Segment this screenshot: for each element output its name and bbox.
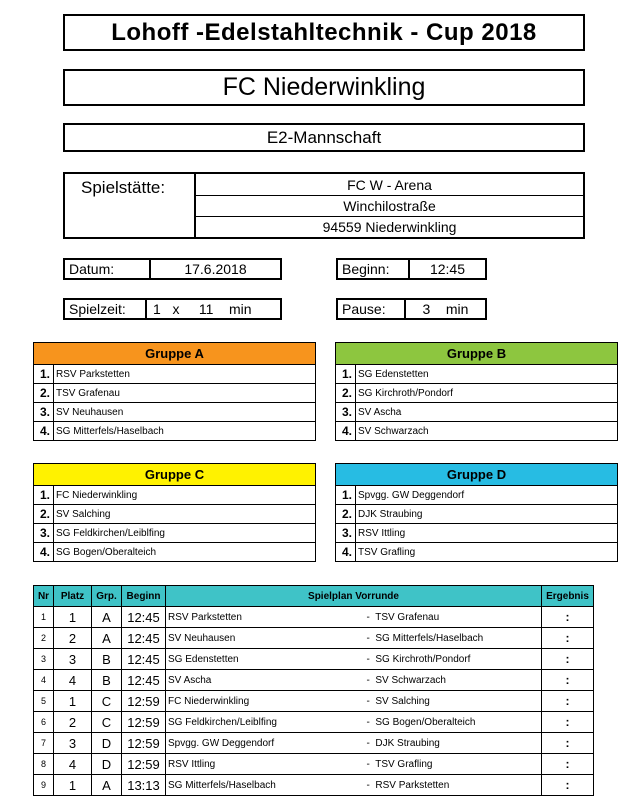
away-team: - DJK Straubing (353, 733, 542, 754)
schedule-row (34, 775, 594, 796)
group-c-header: Gruppe C (34, 464, 316, 486)
kickoff-time: 12:45 (122, 670, 166, 691)
schedule-table (33, 585, 594, 796)
schedule-row (34, 712, 594, 733)
kickoff-time: 12:59 (122, 733, 166, 754)
duration-label: Spielzeit: (65, 300, 147, 318)
rank-number: 4. (34, 422, 54, 441)
team-name: FC Niederwinkling (54, 486, 316, 505)
group-row (34, 524, 316, 543)
group-letter: D (92, 754, 122, 775)
club-name: FC Niederwinkling (63, 69, 585, 106)
result-cell[interactable]: : (542, 754, 594, 775)
col-grp: Grp. (92, 586, 122, 607)
schedule-row (34, 691, 594, 712)
home-team: FC Niederwinkling (166, 691, 353, 712)
result-cell[interactable]: : (542, 670, 594, 691)
group-letter: A (92, 607, 122, 628)
rank-number: 3. (34, 403, 54, 422)
duration-box (63, 298, 282, 320)
away-team: - SV Salching (353, 691, 542, 712)
schedule-row (34, 649, 594, 670)
schedule-header-row (34, 586, 594, 607)
pitch-number: 1 (54, 607, 92, 628)
pitch-number: 4 (54, 754, 92, 775)
rank-number: 2. (34, 384, 54, 403)
result-cell[interactable]: : (542, 607, 594, 628)
kickoff-time: 13:13 (122, 775, 166, 796)
schedule-row (34, 733, 594, 754)
kickoff-time: 12:59 (122, 712, 166, 733)
team-name: SG Mitterfels/Haselbach (54, 422, 316, 441)
schedule-row (34, 754, 594, 775)
group-row (336, 486, 618, 505)
away-team: - SG Bogen/Oberalteich (353, 712, 542, 733)
team-name: TSV Grafenau (54, 384, 316, 403)
rank-number: 2. (336, 505, 356, 524)
team-name: SG Edenstetten (356, 365, 618, 384)
col-ergebnis: Ergebnis (542, 586, 594, 607)
kickoff-time: 12:59 (122, 754, 166, 775)
pitch-number: 2 (54, 712, 92, 733)
venue-name: FC W - Arena (196, 174, 583, 196)
team-name: SG Bogen/Oberalteich (54, 543, 316, 562)
home-team: RSV Parkstetten (166, 607, 353, 628)
group-row (336, 422, 618, 441)
start-value: 12:45 (429, 261, 466, 277)
team-name: SG Feldkirchen/Leiblfing (54, 524, 316, 543)
group-row (34, 403, 316, 422)
group-d-header: Gruppe D (336, 464, 618, 486)
col-platz: Platz (54, 586, 92, 607)
group-row (34, 422, 316, 441)
group-letter: B (92, 649, 122, 670)
rank-number: 3. (336, 403, 356, 422)
venue-city: 94559 Niederwinkling (322, 218, 457, 235)
rank-number: 4. (336, 543, 356, 562)
home-team: Spvgg. GW Deggendorf (166, 733, 353, 754)
match-number: 9 (34, 775, 54, 796)
kickoff-time: 12:59 (122, 691, 166, 712)
date-value: 17.6.2018 (184, 261, 247, 277)
home-team: SG Edenstetten (166, 649, 353, 670)
start-label: Beginn: (338, 260, 410, 278)
pitch-number: 2 (54, 628, 92, 649)
home-team: SV Ascha (166, 670, 353, 691)
group-row (336, 365, 618, 384)
match-number: 8 (34, 754, 54, 775)
result-cell[interactable]: : (542, 775, 594, 796)
rank-number: 2. (34, 505, 54, 524)
team-name: RSV Ittling (356, 524, 618, 543)
group-letter: C (92, 691, 122, 712)
match-number: 2 (34, 628, 54, 649)
kickoff-time: 12:45 (122, 628, 166, 649)
rank-number: 2. (336, 384, 356, 403)
match-number: 3 (34, 649, 54, 670)
schedule-row (34, 628, 594, 649)
venue-street: Winchilostraße (196, 195, 583, 217)
venue-label: Spielstätte: (63, 172, 195, 239)
group-row (34, 365, 316, 384)
rank-number: 4. (34, 543, 54, 562)
pitch-number: 4 (54, 670, 92, 691)
team-name: SV Salching (54, 505, 316, 524)
group-letter: D (92, 733, 122, 754)
team-name: E2-Mannschaft (63, 123, 585, 152)
home-team: SG Mitterfels/Haselbach (166, 775, 353, 796)
rank-number: 1. (336, 365, 356, 384)
col-plan: Spielplan Vorrunde (166, 586, 542, 607)
home-team: SG Feldkirchen/Leiblfing (166, 712, 353, 733)
col-nr: Nr (34, 586, 54, 607)
rank-number: 1. (34, 486, 54, 505)
pause-box (336, 298, 487, 320)
result-cell[interactable]: : (542, 691, 594, 712)
result-cell[interactable]: : (542, 712, 594, 733)
home-team: SV Neuhausen (166, 628, 353, 649)
group-b-table (335, 342, 618, 441)
team-name: RSV Parkstetten (54, 365, 316, 384)
team-name: SG Kirchroth/Pondorf (356, 384, 618, 403)
pitch-number: 1 (54, 775, 92, 796)
group-row (336, 543, 618, 562)
pause-value: 3 min (422, 301, 469, 317)
team-name: SV Neuhausen (54, 403, 316, 422)
col-beginn: Beginn (122, 586, 166, 607)
date-label: Datum: (65, 260, 151, 278)
group-c-table (33, 463, 316, 562)
home-team: RSV Ittling (166, 754, 353, 775)
pause-label: Pause: (338, 300, 406, 318)
group-letter: B (92, 670, 122, 691)
rank-number: 1. (34, 365, 54, 384)
match-number: 6 (34, 712, 54, 733)
pitch-number: 3 (54, 733, 92, 754)
group-d-table (335, 463, 618, 562)
team-name: Spvgg. GW Deggendorf (356, 486, 618, 505)
team-name: SV Ascha (356, 403, 618, 422)
team-name: DJK Straubing (356, 505, 618, 524)
rank-number: 1. (336, 486, 356, 505)
tournament-title: Lohoff -Edelstahltechnik - Cup 2018 (63, 14, 585, 51)
schedule-row (34, 670, 594, 691)
away-team: - SG Kirchroth/Pondorf (353, 649, 542, 670)
group-a-header: Gruppe A (34, 343, 316, 365)
group-letter: A (92, 775, 122, 796)
group-row (336, 403, 618, 422)
rank-number: 3. (34, 524, 54, 543)
match-number: 4 (34, 670, 54, 691)
result-cell[interactable]: : (542, 733, 594, 754)
group-row (34, 543, 316, 562)
result-cell[interactable]: : (542, 628, 594, 649)
schedule-row (34, 607, 594, 628)
away-team: - RSV Parkstetten (353, 775, 542, 796)
kickoff-time: 12:45 (122, 649, 166, 670)
duration-value: 1 x 11 min (153, 301, 252, 317)
match-number: 5 (34, 691, 54, 712)
away-team: - SG Mitterfels/Haselbach (353, 628, 542, 649)
match-number: 7 (34, 733, 54, 754)
group-row (336, 524, 618, 543)
group-a-table (33, 342, 316, 441)
result-cell[interactable]: : (542, 649, 594, 670)
rank-number: 4. (336, 422, 356, 441)
group-row (34, 505, 316, 524)
group-row (336, 505, 618, 524)
pitch-number: 1 (54, 691, 92, 712)
team-name: SV Schwarzach (356, 422, 618, 441)
away-team: - TSV Grafling (353, 754, 542, 775)
start-box (336, 258, 487, 280)
group-letter: C (92, 712, 122, 733)
away-team: - TSV Grafenau (353, 607, 542, 628)
team-name: TSV Grafling (356, 543, 618, 562)
group-row (34, 486, 316, 505)
kickoff-time: 12:45 (122, 607, 166, 628)
pitch-number: 3 (54, 649, 92, 670)
date-box (63, 258, 282, 280)
match-number: 1 (34, 607, 54, 628)
group-letter: A (92, 628, 122, 649)
group-b-header: Gruppe B (336, 343, 618, 365)
venue-box (194, 172, 585, 239)
group-row (336, 384, 618, 403)
rank-number: 3. (336, 524, 356, 543)
away-team: - SV Schwarzach (353, 670, 542, 691)
group-row (34, 384, 316, 403)
